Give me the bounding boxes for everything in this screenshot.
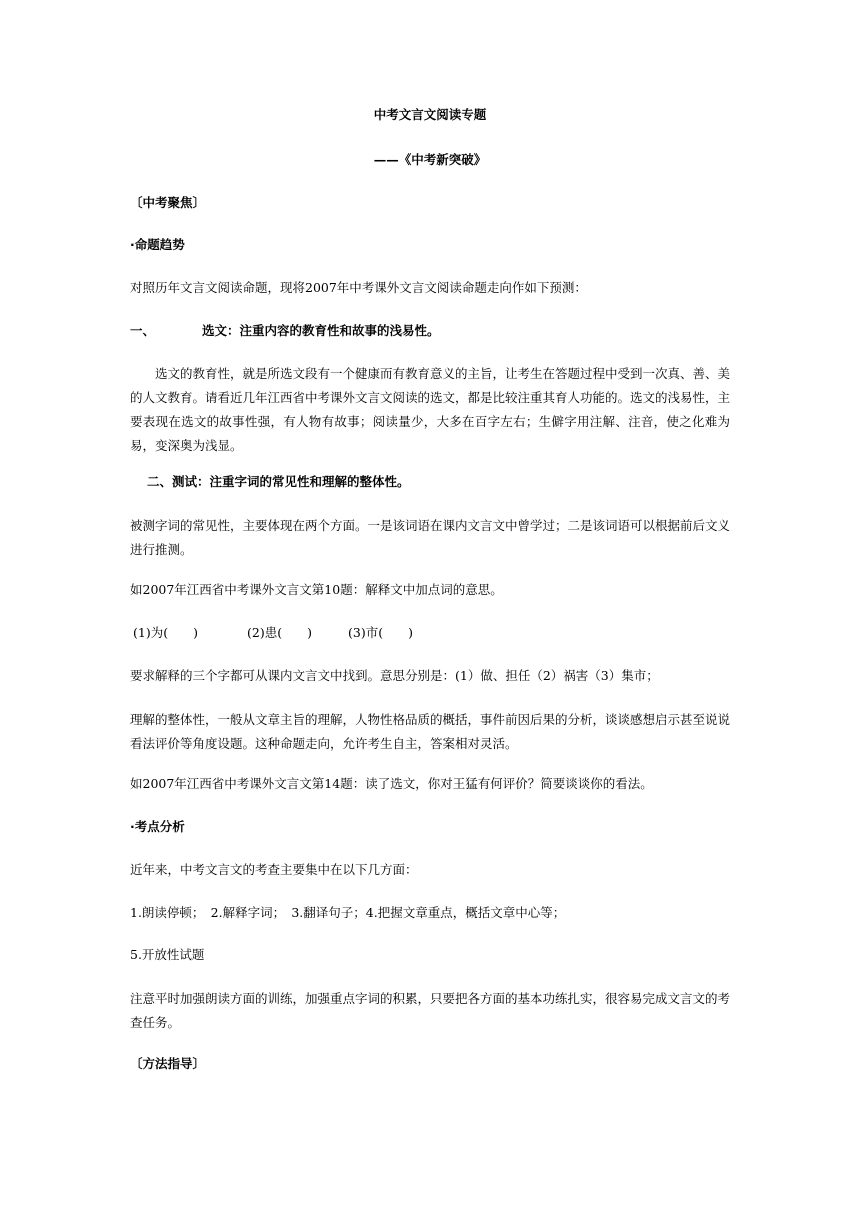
point2-example2: 如2007年江西省中考课外文言文第14题：读了选文，你对王猛有何评价？简要谈谈你的看法。 (130, 776, 653, 791)
page-title: 中考文言文阅读专题 (373, 107, 487, 122)
section-method-heading: 〔方法指导〕 (130, 1056, 206, 1071)
point2-heading: 二、测试：注重字词的常见性和理解的整体性。 (147, 474, 410, 489)
point1-title: 选文：注重内容的教育性和故事的浅易性。 (202, 323, 440, 338)
point2-body2: 理解的整体性，一般从文章主旨的理解，人物性格品质的概括，事件前因后果的分析，谈谈感想启示甚至说说看法评价等角度设题。这种命题走向，允许考生自主，答案相对灵活。 (130, 712, 731, 751)
blank-items-row (133, 622, 733, 644)
point1-body: 选文的教育性，就是所选文段有一个健康而有教育意义的主旨，让考生在答题过程中受到一次真、善、美的人文教育。请看近几年江西省中考课外文言文阅读的选文，都是比较注重其育人功能的。选文的浅易性，主要表现在选文的故事性强，有人物有故事；阅读量少，大多在百字左右；生僻字用注解、注音，使之化难为易，变深奥为浅显。 (130, 366, 731, 453)
point1-number: 一、 (130, 323, 156, 338)
blank-item-2: (2)患( ) (247, 625, 312, 640)
section-analysis-heading: ·考点分析 (130, 819, 185, 834)
point2-body1: 被测字词的常见性，主要体现在两个方面。一是该词语在课内文言文中曾学过；二是该词语可以根据前后文义进行推测。 (130, 518, 731, 557)
analysis-advice: 注意平时加强朗读方面的训练，加强重点字词的积累，只要把各方面的基本功练扎实，很容易完成文言文的考查任务。 (130, 991, 731, 1030)
page-subtitle: ——《中考新突破》 (373, 152, 487, 167)
trend-intro: 对照历年文言文阅读命题，现将2007年中考课外文言文阅读命题走向作如下预测： (130, 280, 587, 295)
point2-example1: 如2007年江西省中考课外文言文第10题：解释文中加点词的意思。 (130, 582, 503, 597)
section-trend-heading: ·命题趋势 (130, 237, 185, 252)
point2-answer: 要求解释的三个字都可从课内文言文中找到。意思分别是：(1）做、担任（2）祸害（3）集市； (130, 668, 659, 683)
analysis-list: 1.朗读停顿； 2.解释字词； 3.翻译句子；4.把握文章重点，概括文章中心等； (130, 905, 566, 920)
point1-heading (130, 320, 730, 342)
blank-item-1: (1)为( ) (133, 625, 198, 640)
blank-item-3: (3)市( ) (348, 625, 413, 640)
analysis-intro: 近年来，中考文言文的考查主要集中在以下几方面： (130, 862, 418, 877)
section-focus-heading: 〔中考聚焦〕 (130, 195, 206, 210)
analysis-list-item-5: 5.开放性试题 (130, 947, 205, 962)
